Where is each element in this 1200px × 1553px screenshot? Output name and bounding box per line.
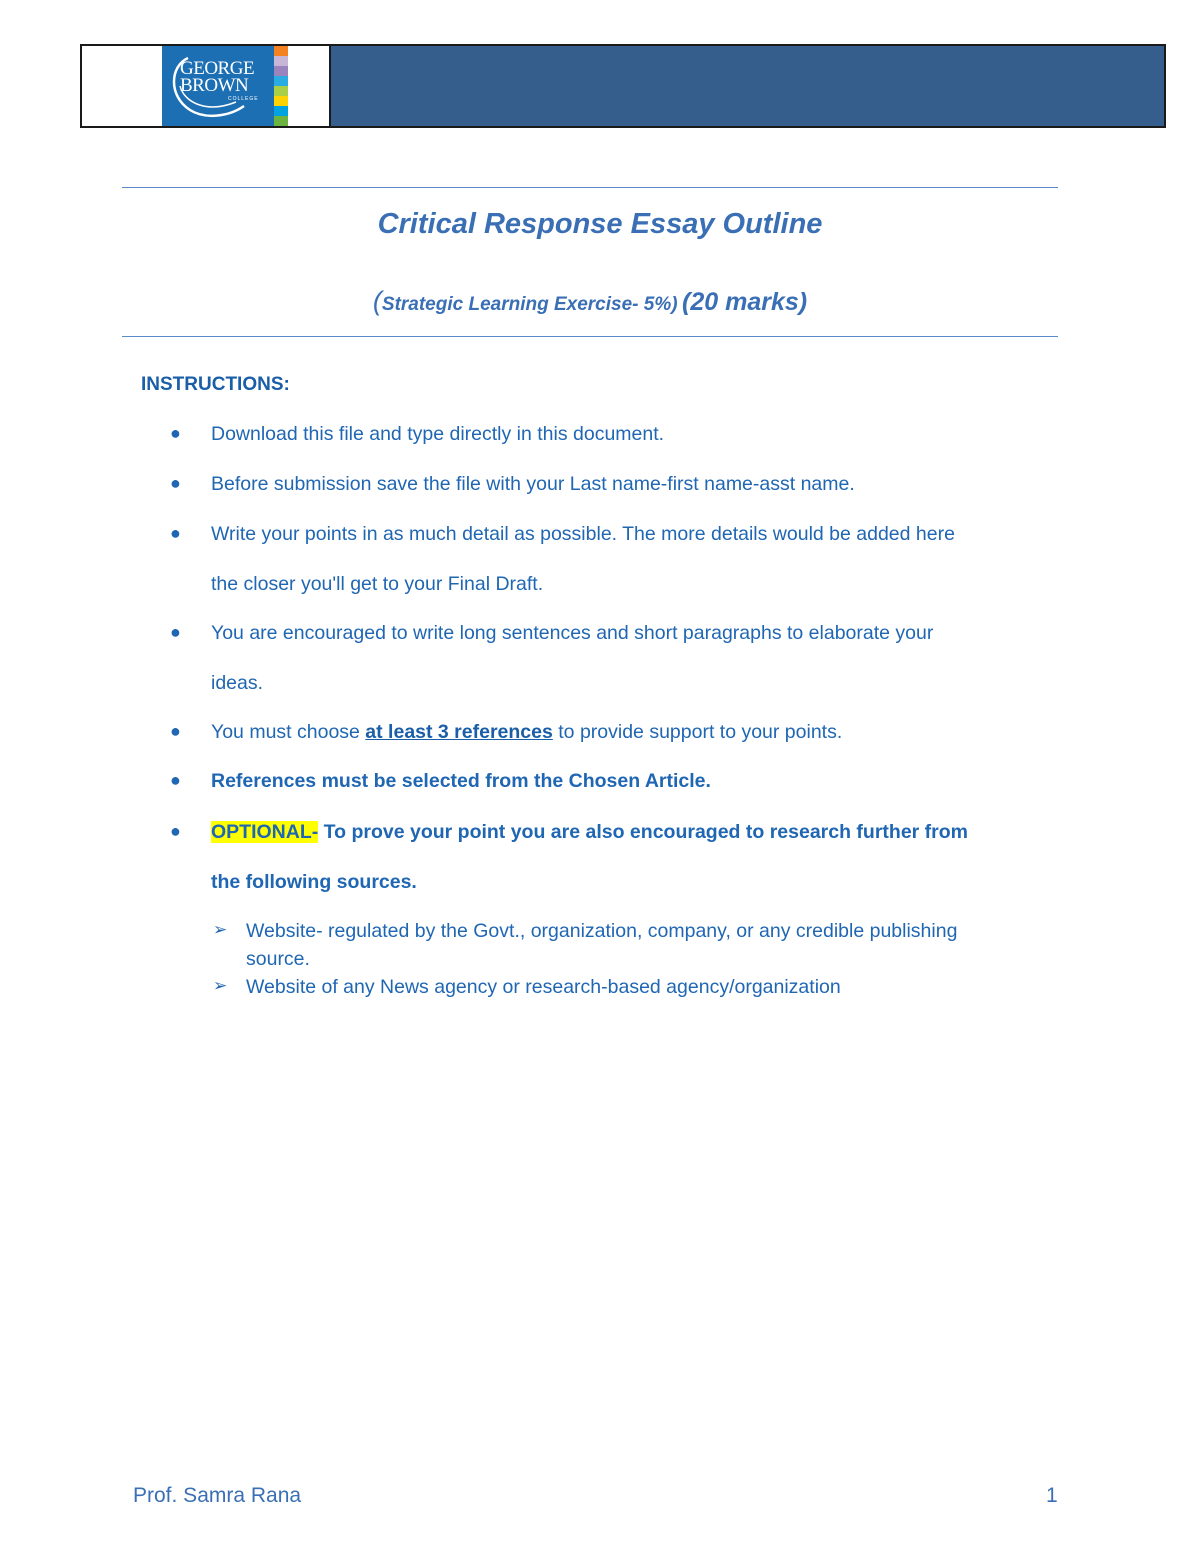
bullet-icon: ● xyxy=(170,770,181,790)
page-number: 1 xyxy=(1046,1484,1058,1507)
optional-highlight: OPTIONAL- xyxy=(211,821,319,843)
logo-text: GEORGE BROWN xyxy=(180,58,255,96)
bullet-text: Before submission save the file with your Last name-first name-asst name. xyxy=(211,473,855,495)
bullet-text: References must be selected from the Chosen Article. xyxy=(211,770,711,792)
footer-author: Prof. Samra Rana xyxy=(133,1484,302,1507)
bullet-text xyxy=(211,721,842,744)
header-table xyxy=(80,44,1166,128)
bullet-icon: ● xyxy=(170,721,181,741)
logo-stripe xyxy=(274,86,288,96)
logo-stripe xyxy=(274,116,288,126)
logo-stripe xyxy=(274,96,288,106)
document-subtitle xyxy=(0,286,1180,317)
logo-college-text: COLLEGE xyxy=(228,96,259,102)
bullet-icon: ● xyxy=(170,473,181,493)
bullet-text-before: You must choose xyxy=(211,721,366,743)
logo-stripe xyxy=(274,56,288,66)
bullet-text-continued: ideas. xyxy=(211,672,264,694)
instructions-heading: INSTRUCTIONS: xyxy=(141,374,290,395)
bullet-text: Download this file and type directly in this document. xyxy=(211,423,665,445)
bullet-text-rest: To prove your point you are also encouraged to research further from xyxy=(318,821,969,843)
sub-item-text: Website- regulated by the Govt., organization, company, or any credible publishing xyxy=(246,920,958,942)
logo-stripe xyxy=(274,66,288,76)
bullet-text-continued: the closer you'll get to your Final Draft. xyxy=(211,573,544,595)
logo-stripe xyxy=(274,106,288,116)
bottom-rule xyxy=(122,336,1058,337)
subtitle-marks: (20 marks) xyxy=(682,288,808,316)
bullet-icon: ● xyxy=(170,622,181,642)
bullet-icon: ● xyxy=(170,423,181,443)
arrow-bullet-icon: ➢ xyxy=(213,920,228,939)
bullet-text-continued: the following sources. xyxy=(211,871,417,893)
george-brown-logo xyxy=(162,46,288,126)
bullet-text: Write your points in as much detail as possible. The more details would be added here xyxy=(211,523,955,545)
header-band xyxy=(331,46,1164,126)
sub-item-text: Website of any News agency or research-based agency/organization xyxy=(246,976,841,998)
sub-item-text-continued: source. xyxy=(246,948,310,970)
bullet-icon: ● xyxy=(170,523,181,543)
bullet-text-after: to provide support to your points. xyxy=(552,721,843,743)
bullet-icon: ● xyxy=(170,821,181,841)
document-title: Critical Response Essay Outline xyxy=(377,208,823,240)
logo-cell xyxy=(82,46,331,126)
subtitle-exercise: Strategic Learning Exercise- 5%) xyxy=(381,294,678,315)
logo-stripe xyxy=(274,76,288,86)
bullet-text xyxy=(211,821,968,844)
references-emphasis: at least 3 references xyxy=(365,721,553,743)
bullet-text: You are encouraged to write long sentences and short paragraphs to elaborate your xyxy=(211,622,934,644)
arrow-bullet-icon: ➢ xyxy=(213,976,228,995)
top-rule xyxy=(122,187,1058,188)
subtitle-open-paren: ( xyxy=(372,286,382,316)
logo-color-stripes xyxy=(274,46,288,126)
logo-stripe xyxy=(274,46,288,56)
